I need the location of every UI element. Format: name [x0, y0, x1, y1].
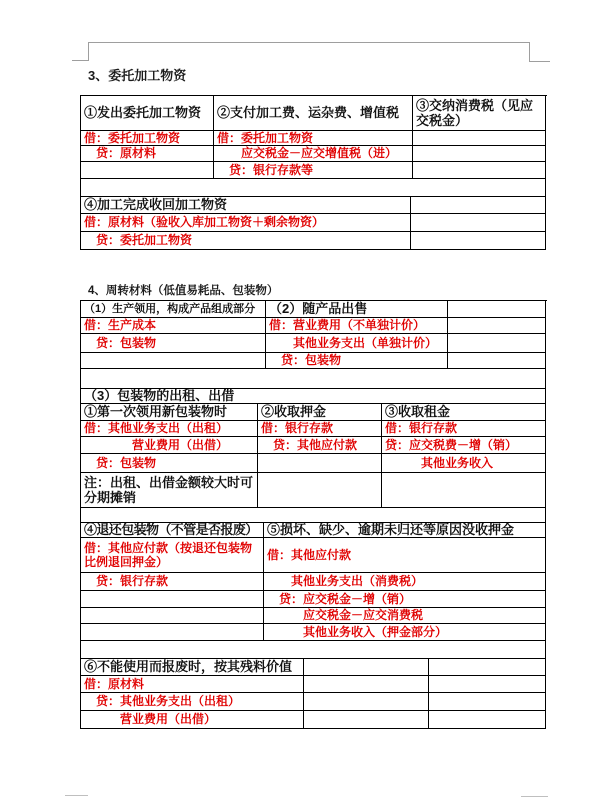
header-cell: （2）随产品出售	[266, 301, 448, 318]
table-row	[81, 676, 547, 693]
header-cell: ③交纳消费税（见应交税金）	[413, 96, 546, 131]
empty-cell	[81, 591, 264, 608]
entry-cell: 借：委托加工物资	[214, 131, 413, 146]
empty-cell	[258, 473, 382, 508]
table-row	[81, 608, 547, 624]
entry-cell: 借：委托加工物资	[81, 131, 214, 146]
entry-cell: 营业费用（出借）	[81, 437, 258, 454]
table-row	[81, 389, 547, 404]
header-cell: （3）包装物的出租、出借	[81, 389, 546, 404]
empty-cell	[304, 693, 429, 711]
entry-cell: 借：银行存款	[258, 421, 382, 437]
header-cell: ②收取押金	[258, 404, 382, 421]
entry-cell: 贷：委托加工物资	[81, 232, 411, 250]
header-cell: ④加工完成收回加工物资	[81, 197, 411, 214]
crop-mark-top-left-vertical	[88, 42, 89, 61]
empty-cell	[413, 146, 546, 162]
entry-cell: 贷：银行存款等	[214, 162, 413, 179]
empty-cell	[413, 131, 546, 146]
entry-cell: 贷：包装物	[81, 334, 266, 353]
empty-cell	[448, 353, 546, 369]
entry-cell: 贷：包装物	[266, 353, 448, 369]
section-heading-3: 3、委托加工物资	[88, 68, 187, 83]
empty-merged-cell	[81, 508, 546, 523]
empty-cell	[429, 693, 546, 711]
text-boundary-top-line	[88, 42, 529, 43]
empty-cell	[429, 711, 546, 729]
empty-cell	[382, 473, 546, 508]
empty-cell	[81, 624, 264, 641]
table-row	[81, 523, 547, 538]
table-row	[81, 573, 547, 591]
empty-cell	[304, 676, 429, 693]
table-row	[81, 162, 547, 179]
header-cell: ⑥不能使用而报废时，按其残料价值	[81, 659, 304, 676]
entry-cell: 贷：其他应付款	[258, 437, 382, 454]
entry-cell: 贷：其他业务支出（出租）	[81, 693, 304, 711]
empty-merged-cell	[81, 369, 546, 389]
entry-cell: 贷：银行存款	[81, 573, 264, 591]
table-row	[81, 711, 547, 729]
crop-mark-bottom-left-tick	[65, 795, 88, 796]
table-row	[81, 301, 547, 318]
empty-cell	[81, 353, 266, 369]
table-row	[81, 693, 547, 711]
table-row	[81, 146, 547, 162]
note-cell: 注：出租、出借金额较大时可分期摊销	[81, 473, 258, 508]
table-row	[81, 197, 547, 214]
empty-merged-cell	[81, 641, 546, 659]
empty-merged-cell	[81, 179, 546, 197]
header-cell: ①发出委托加工物资	[81, 96, 214, 131]
entry-cell: 其他业务支出（单独计价）	[266, 334, 448, 353]
entry-cell: 借：生产成本	[81, 318, 266, 334]
table-row	[81, 96, 547, 131]
entry-cell: 借：原材料（验收入库加工物资＋剩余物资）	[81, 214, 411, 232]
table-revolving-materials	[80, 300, 547, 729]
empty-cell	[81, 608, 264, 624]
entry-cell: 贷：应交税费－增（销）	[382, 437, 546, 454]
table-row	[81, 131, 547, 146]
empty-cell	[258, 454, 382, 473]
empty-cell	[448, 318, 546, 334]
table-row	[81, 334, 547, 353]
header-cell: ④退还包装物（不管是否报废）	[81, 523, 264, 538]
empty-cell	[411, 197, 546, 214]
entry-cell: 借：银行存款	[382, 421, 546, 437]
crop-mark-top-left-tick	[72, 60, 88, 61]
empty-cell	[413, 162, 546, 179]
entry-cell: 借：其他应付款（按退还包装物比例退回押金）	[81, 538, 264, 573]
table-row	[81, 353, 547, 369]
header-cell: ⑤损坏、缺少、逾期未归还等原因没收押金	[264, 523, 546, 538]
header-cell: （1）生产领用，构成产品组成部分	[81, 301, 266, 318]
table-row	[81, 454, 547, 473]
table-row	[81, 538, 547, 573]
entry-cell: 其他业务收入（押金部分）	[264, 624, 546, 641]
table-row	[81, 437, 547, 454]
table-row	[81, 214, 547, 232]
empty-cell	[411, 214, 546, 232]
crop-mark-top-right-vertical	[529, 42, 530, 62]
empty-cell	[429, 676, 546, 693]
table-row	[81, 591, 547, 608]
entry-cell: 应交税金－应交增值税（进）	[214, 146, 413, 162]
empty-cell	[81, 162, 214, 179]
table-row	[81, 421, 547, 437]
crop-mark-top-right-tick	[529, 61, 550, 62]
table-row	[81, 232, 547, 250]
section-heading-4: 4、周转材料（低值易耗品、包装物）	[88, 285, 279, 297]
empty-cell	[304, 711, 429, 729]
entry-cell: 贷：原材料	[81, 146, 214, 162]
entry-cell: 借：营业费用（不单独计价）	[266, 318, 448, 334]
table-row	[81, 473, 547, 508]
entry-cell: 借：其他业务支出（出租）	[81, 421, 258, 437]
table-row	[81, 624, 547, 641]
crop-mark-bottom-right-tick	[521, 796, 548, 797]
table-row	[81, 659, 547, 676]
entry-cell: 借：其他应付款	[264, 538, 546, 573]
entry-cell: 营业费用（出借）	[81, 711, 304, 729]
empty-cell	[429, 659, 546, 676]
table-row	[81, 508, 547, 523]
entry-cell: 其他业务支出（消费税）	[264, 573, 546, 591]
table-row	[81, 179, 547, 197]
header-cell: ②支付加工费、运杂费、增值税	[214, 96, 413, 131]
table-row	[81, 404, 547, 421]
empty-cell	[411, 232, 546, 250]
entry-cell: 贷：包装物	[81, 454, 258, 473]
table-row	[81, 318, 547, 334]
header-cell: ①第一次领用新包装物时	[81, 404, 258, 421]
table-row	[81, 369, 547, 389]
empty-cell	[448, 301, 546, 318]
empty-cell	[304, 659, 429, 676]
entry-cell: 借：原材料	[81, 676, 304, 693]
entry-cell: 贷：应交税金－增（销）	[264, 591, 546, 608]
entry-cell: 应交税金－应交消费税	[264, 608, 546, 624]
header-cell: ③收取租金	[382, 404, 546, 421]
table-row	[81, 641, 547, 659]
table-entrusted-processing	[80, 95, 547, 250]
entry-cell: 其他业务收入	[382, 454, 546, 473]
empty-cell	[448, 334, 546, 353]
